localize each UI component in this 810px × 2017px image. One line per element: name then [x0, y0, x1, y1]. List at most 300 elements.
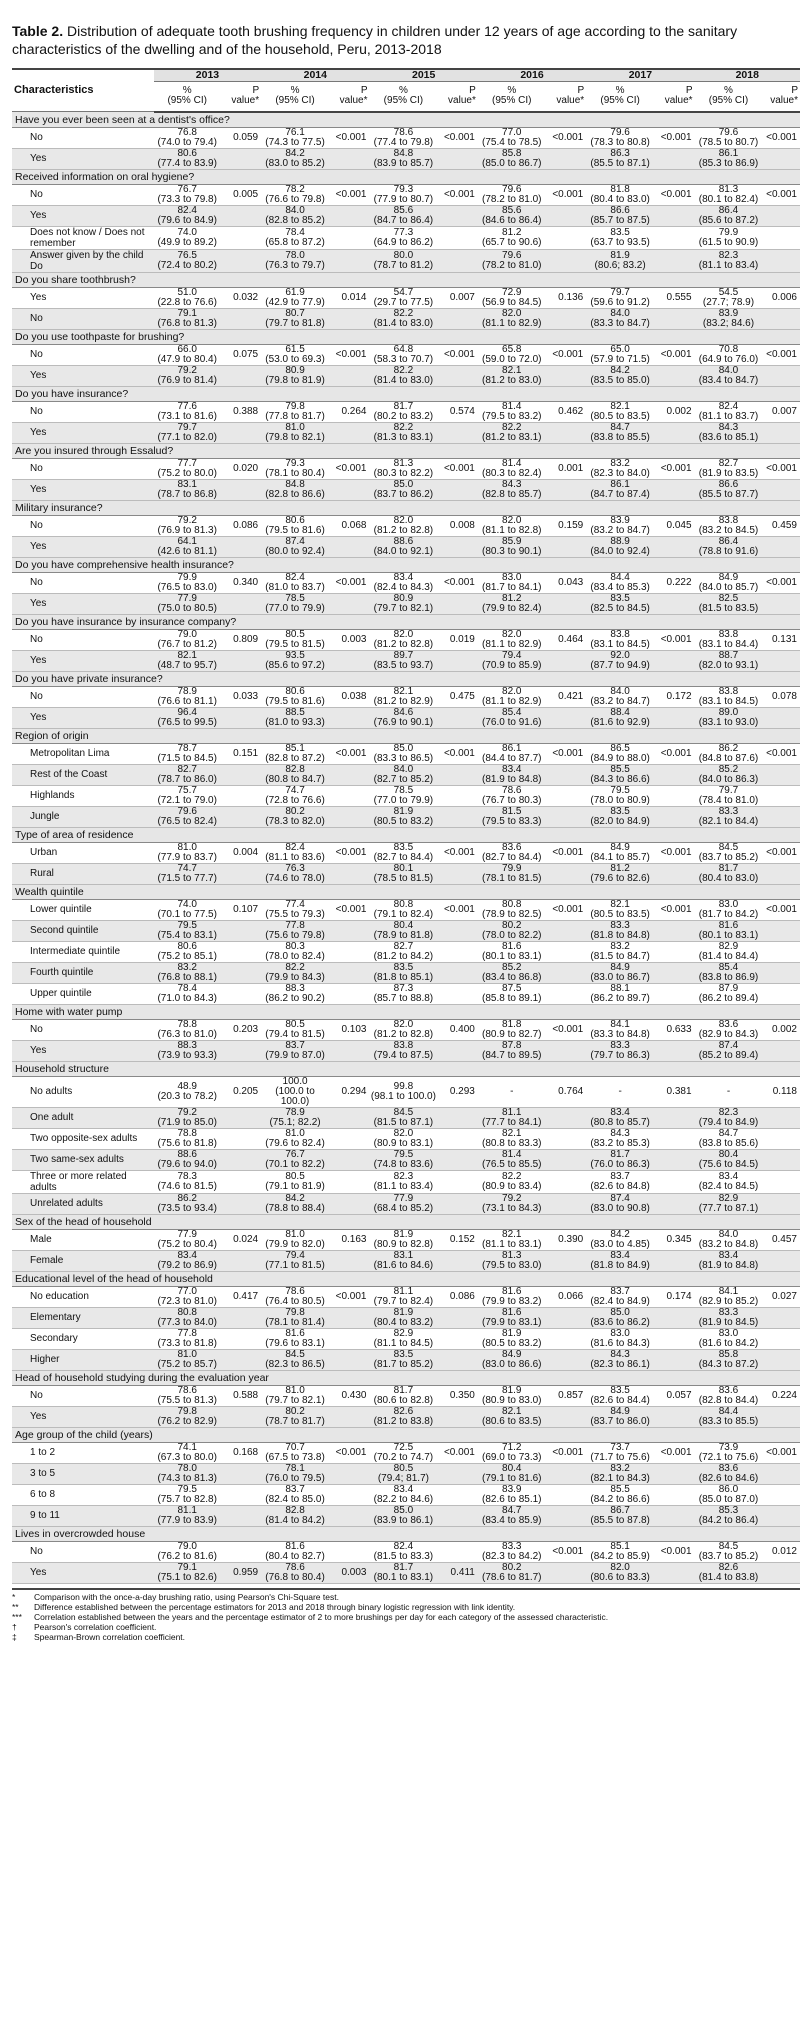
pvalue-cell: <0.001 [546, 127, 587, 148]
percent-value: 78.3 [177, 1170, 197, 1182]
percent-value: 79.5 [177, 1483, 197, 1495]
estimate-cell [369, 899, 437, 920]
group-caption: Do you have private insurance? [12, 671, 800, 686]
ci-value: (83.0 to 4.85) [590, 1238, 650, 1250]
pvalue-cell: <0.001 [654, 184, 695, 205]
percent-value: 80.4 [393, 919, 414, 931]
row-label: Urban [12, 842, 154, 863]
pvalue-cell: 0.400 [437, 1019, 478, 1040]
estimate-cell [154, 941, 221, 962]
estimate-cell [586, 422, 654, 443]
pvalue-cell [546, 1170, 587, 1193]
footnote [12, 1602, 800, 1612]
ci-value: (83.7 to 86.2) [373, 488, 434, 500]
percent-value: 85.8 [502, 147, 522, 159]
pvalue-cell [437, 1250, 478, 1271]
pvalue-cell: 0.168 [221, 1442, 262, 1463]
table-row [12, 572, 800, 593]
table-body [12, 112, 800, 1584]
pvalue-cell: 0.857 [546, 1385, 587, 1406]
ci-value: (85.8 to 89.1) [482, 992, 542, 1004]
percent-value: 84.0 [610, 307, 630, 319]
ci-value: (81.1 to 82.9) [482, 695, 542, 707]
estimate-cell [369, 764, 437, 785]
percent-value: 54.7 [393, 286, 414, 298]
percent-value: 83.5 [393, 961, 414, 973]
table-row [12, 1463, 800, 1484]
ci-value: (81.3 to 83.1) [373, 431, 434, 443]
pvalue-cell: <0.001 [546, 1442, 587, 1463]
ci-value: (73.3 to 81.8) [157, 1337, 217, 1349]
table-row [12, 148, 800, 169]
pvalue-cell [221, 308, 262, 329]
ci-value: (73.3 to 79.8) [157, 193, 217, 205]
ci-value: (76.4 to 80.5) [265, 1295, 325, 1307]
ci-value: (82.4 to 84.5) [698, 1180, 759, 1192]
percent-value: 65.8 [502, 343, 522, 355]
estimate-cell [154, 572, 221, 593]
percent-value: 81.8 [610, 183, 630, 195]
percent-value: 85.8 [718, 1348, 739, 1360]
percent-value: 83.9 [502, 1483, 522, 1495]
percent-value: 78.6 [393, 126, 414, 138]
ci-value: (76.6 to 81.1) [157, 695, 217, 707]
pvalue-cell [221, 983, 262, 1004]
table-row [12, 629, 800, 650]
estimate-cell [154, 629, 221, 650]
estimate-cell [261, 842, 329, 863]
pvalue-cell [762, 650, 800, 671]
estimate-cell [586, 536, 654, 557]
pvalue-cell [437, 941, 478, 962]
estimate-cell [261, 920, 329, 941]
pvalue-cell [546, 920, 587, 941]
estimate-cell [478, 148, 546, 169]
percent-value: 79.0 [177, 1540, 197, 1552]
group-caption: Do you have insurance? [12, 386, 800, 401]
pvalue-cell [762, 962, 800, 983]
percent-value: 81.9 [502, 1327, 522, 1339]
percent-label: % [398, 85, 408, 97]
pvalue-cell: 0.959 [221, 1562, 262, 1583]
pvalue-cell: <0.001 [762, 842, 800, 863]
pvalue-cell: 0.078 [762, 686, 800, 707]
percent-value: 88.5 [285, 706, 305, 718]
pvalue-cell [654, 1505, 695, 1526]
estimate-cell [478, 1442, 546, 1463]
percent-value: 78.7 [177, 742, 197, 754]
estimate-cell [695, 842, 763, 863]
ci-value: (80.4 to 83.2) [373, 1316, 434, 1328]
estimate-cell [369, 1562, 437, 1583]
estimate-cell [586, 308, 654, 329]
ci-value: (81.4 to 83.0) [373, 317, 434, 329]
percent-value: 83.5 [610, 226, 630, 238]
ci-value: (78.0 to 80.9) [590, 794, 650, 806]
percent-value: 92.0 [610, 649, 630, 661]
estimate-cell [261, 1229, 329, 1250]
estimate-cell [261, 205, 329, 226]
ci-value: (77.4 to 83.9) [157, 157, 217, 169]
ci-value: (84.0 to 86.3) [698, 773, 759, 785]
ci-value: (80.6; 83.2) [594, 259, 646, 271]
percent-value: 83.8 [393, 1039, 414, 1051]
estimate-cell [261, 1019, 329, 1040]
group-caption: Do you use toothpaste for brushing? [12, 329, 800, 344]
ci-value: (80.3 to 90.1) [482, 545, 542, 557]
ci-value: (83.1 to 93.0) [698, 716, 759, 728]
pvalue-cell [437, 1349, 478, 1370]
ci-value: (77.3 to 84.0) [157, 1316, 217, 1328]
row-label: Yes [12, 1562, 154, 1583]
table-row [12, 983, 800, 1004]
ci-value: (76.8 to 81.3) [157, 317, 217, 329]
pvalue-cell [437, 1107, 478, 1128]
estimate-cell [261, 1406, 329, 1427]
row-label: Rest of the Coast [12, 764, 154, 785]
percent-value: 86.2 [718, 742, 739, 754]
percent-value: 85.4 [718, 961, 739, 973]
row-label: No [12, 344, 154, 365]
pvalue-cell [221, 1541, 262, 1562]
percent-value: 79.5 [610, 784, 630, 796]
year-header: 2013 [154, 69, 261, 82]
estimate-cell [586, 863, 654, 884]
pvalue-cell: 0.008 [437, 515, 478, 536]
percent-value: 79.0 [177, 628, 197, 640]
estimate-cell [261, 515, 329, 536]
percent-value: 84.6 [393, 706, 414, 718]
ci-value: (83.1 to 84.5) [590, 638, 650, 650]
table-row [12, 920, 800, 941]
row-label: Two opposite-sex adults [12, 1128, 154, 1149]
percent-value: 81.0 [285, 421, 305, 433]
percent-value: 80.5 [285, 1170, 305, 1182]
ci-value: (79.6 to 94.0) [157, 1158, 217, 1170]
pvalue-cell: 0.163 [329, 1229, 370, 1250]
group-caption-row [12, 1370, 800, 1385]
estimate-cell [478, 515, 546, 536]
ci-value: (82.4 to 84.9) [590, 1295, 650, 1307]
estimate-cell [695, 764, 763, 785]
percent-value: 85.0 [393, 1504, 414, 1516]
percent-value: 82.2 [502, 421, 522, 433]
estimate-cell [369, 1286, 437, 1307]
estimate-cell [154, 515, 221, 536]
percent-value: 84.0 [718, 364, 739, 376]
percent-value: 79.1 [177, 307, 197, 319]
ci-value: (80.8 to 84.7) [265, 773, 325, 785]
estimate-cell [695, 184, 763, 205]
ci-value: (83.7 to 85.2) [698, 851, 759, 863]
ci-value: (81.6 to 84.3) [590, 1337, 650, 1349]
table-row [12, 785, 800, 806]
group-caption-row [12, 1427, 800, 1442]
ci-value: (80.8 to 85.7) [590, 1116, 650, 1128]
pvalue-cell [654, 205, 695, 226]
ci-label: (95% CI) [275, 95, 315, 107]
estimate-cell [478, 401, 546, 422]
ci-value: (76.2 to 82.9) [157, 1415, 217, 1427]
ci-value: (82.8 to 85.7) [482, 488, 542, 500]
ci-value: (79.7 to 82.1) [373, 602, 434, 614]
ci-value: (42.6 to 81.1) [157, 545, 217, 557]
ci-value: (76.2 to 81.6) [157, 1550, 217, 1562]
percent-value: 81.1 [393, 1285, 414, 1297]
footnote-text: Correlation established between the years and the percentage estimator of 2 to more brushings per day for each category of the assessed characteristic. [34, 1611, 609, 1622]
ci-value: (74.3 to 81.3) [157, 1472, 217, 1484]
estimate-cell [478, 205, 546, 226]
group-caption: Home with water pump [12, 1004, 800, 1019]
pvalue-cell [221, 707, 262, 728]
pvalue-cell: 0.003 [329, 629, 370, 650]
pvalue-cell [654, 148, 695, 169]
pvalue-cell: 0.151 [221, 743, 262, 764]
ci-value: (79.5 to 83.0) [482, 1259, 542, 1271]
pvalue-cell: <0.001 [329, 184, 370, 205]
group-caption-row [12, 386, 800, 401]
pvalue-cell [437, 1328, 478, 1349]
percent-value: 88.1 [610, 982, 630, 994]
pvalue-cell: 0.462 [546, 401, 587, 422]
ci-value: (85.5 to 87.1) [590, 157, 650, 169]
pvalue-cell [762, 148, 800, 169]
ci-value: (80.5 to 83.2) [373, 815, 434, 827]
ci-value: (76.7 to 80.3) [482, 794, 542, 806]
pvalue-cell: 0.019 [437, 629, 478, 650]
ci-value: (70.2 to 74.7) [373, 1451, 434, 1463]
pvalue-cell: 0.086 [221, 515, 262, 536]
pvalue-cell [437, 1040, 478, 1061]
group-caption-row [12, 443, 800, 458]
pvalue-cell [221, 1463, 262, 1484]
estimate-cell [586, 401, 654, 422]
percent-value: 81.6 [502, 940, 522, 952]
table-row [12, 593, 800, 614]
estimate-cell [695, 249, 763, 272]
ci-value: (47.9 to 80.4) [157, 353, 217, 365]
table-row [12, 1307, 800, 1328]
ci-value: (72.3 to 81.0) [157, 1295, 217, 1307]
estimate-cell [478, 1076, 546, 1107]
estimate-cell [154, 1040, 221, 1061]
ci-value: (83.5 to 85.0) [590, 374, 650, 386]
percent-value: 81.7 [393, 1384, 414, 1396]
estimate-cell [586, 1193, 654, 1214]
percent-value: 72.9 [502, 286, 522, 298]
ci-value: (83.2 to 84.7) [590, 524, 650, 536]
percent-value: 82.4 [177, 204, 197, 216]
estimate-cell [369, 1442, 437, 1463]
ci-value: (83.3 to 85.5) [698, 1415, 759, 1427]
pvalue-cell [654, 226, 695, 249]
pvalue-cell: 0.038 [329, 686, 370, 707]
pvalue-cell [654, 1328, 695, 1349]
estimate-cell [154, 249, 221, 272]
pvalue-cell [654, 707, 695, 728]
ci-value: (81.1 to 82.9) [482, 317, 542, 329]
ci-value: (59.0 to 72.0) [482, 353, 542, 365]
table-row [12, 287, 800, 308]
percent-value: 83.8 [718, 685, 739, 697]
estimate-cell [695, 1149, 763, 1170]
percent-value: 83.4 [502, 763, 522, 775]
pvalue-cell: 0.411 [437, 1562, 478, 1583]
estimate-cell [369, 1019, 437, 1040]
estimate-cell [586, 515, 654, 536]
ci-value: (83.0 to 90.8) [590, 1202, 650, 1214]
ci-value: (53.0 to 69.3) [265, 353, 325, 365]
ci-value: (79.9 to 82.0) [265, 1238, 325, 1250]
percent-value: 79.2 [502, 1192, 522, 1204]
percent-value: 85.1 [285, 742, 305, 754]
table-row [12, 764, 800, 785]
pvalue-cell: 0.007 [762, 401, 800, 422]
pvalue-cell: 0.107 [221, 899, 262, 920]
pvalue-cell [654, 365, 695, 386]
table-row [12, 226, 800, 249]
estimate-cell [695, 1562, 763, 1583]
ci-value: (83.6 to 86.2) [590, 1316, 650, 1328]
ci-value: (82.6 to 84.4) [590, 1394, 650, 1406]
percent-value: - [510, 1085, 514, 1097]
pvalue-cell: 0.045 [654, 515, 695, 536]
ci-value: (77.7 to 87.1) [698, 1202, 759, 1214]
percent-value: 80.2 [285, 805, 305, 817]
estimate-cell [586, 1406, 654, 1427]
pvalue-label: value* [556, 95, 585, 107]
estimate-cell [154, 226, 221, 249]
pvalue-cell [221, 962, 262, 983]
pvalue-cell [546, 1562, 587, 1583]
estimate-cell [261, 707, 329, 728]
ci-value: (76.0 to 86.3) [590, 1158, 650, 1170]
pvalue-cell [329, 707, 370, 728]
percent-value: 79.6 [718, 126, 739, 138]
ci-label: (95% CI) [492, 95, 532, 107]
percent-value: 80.8 [177, 1306, 197, 1318]
group-caption: Received information on oral hygiene? [12, 169, 800, 184]
footnote [12, 1612, 800, 1622]
estimate-cell [369, 1541, 437, 1562]
percent-value: 79.3 [393, 183, 414, 195]
pvalue-header [654, 82, 695, 112]
percent-value: 87.4 [718, 1039, 739, 1051]
percent-value: 84.2 [285, 1192, 305, 1204]
table-row [12, 249, 800, 272]
estimate-cell [695, 226, 763, 249]
estimate-header [695, 82, 763, 112]
pvalue-cell [437, 785, 478, 806]
percent-value: 81.9 [393, 1306, 414, 1318]
pvalue-cell: <0.001 [546, 743, 587, 764]
table-row [12, 458, 800, 479]
pvalue-cell: <0.001 [437, 842, 478, 863]
estimate-cell [154, 184, 221, 205]
ci-value: (81.1 to 82.9) [482, 638, 542, 650]
estimate-cell [695, 1229, 763, 1250]
percent-value: 77.6 [177, 400, 197, 412]
estimate-cell [478, 365, 546, 386]
ci-value: (83.2 to 84.5) [698, 524, 759, 536]
footnotes [12, 1588, 800, 1642]
pvalue-cell: 0.764 [546, 1076, 587, 1107]
group-caption: Lives in overcrowded house [12, 1526, 800, 1541]
estimate-cell [369, 1406, 437, 1427]
ci-value: (82.4 to 84.3) [373, 581, 434, 593]
pvalue-cell [221, 863, 262, 884]
pvalue-cell [221, 1406, 262, 1427]
percent-value: 84.9 [718, 571, 739, 583]
estimate-cell [369, 863, 437, 884]
estimate-cell [369, 785, 437, 806]
group-caption-row [12, 1214, 800, 1229]
ci-value: (84.0 to 85.7) [698, 581, 759, 593]
percent-value: 88.3 [285, 982, 305, 994]
ci-value: (80.3 to 82.2) [373, 467, 434, 479]
percent-value: 84.2 [285, 147, 305, 159]
percent-value: 83.1 [177, 478, 197, 490]
pvalue-cell [221, 1128, 262, 1149]
estimate-cell [154, 1170, 221, 1193]
row-label: No [12, 1019, 154, 1040]
ci-value: (81.2 to 82.8) [373, 638, 434, 650]
year-header: 2014 [261, 69, 369, 82]
estimate-cell [154, 205, 221, 226]
pvalue-cell: 0.588 [221, 1385, 262, 1406]
pvalue-cell [762, 1149, 800, 1170]
percent-value: 88.4 [610, 706, 630, 718]
pvalue-cell: <0.001 [546, 842, 587, 863]
group-caption: Age group of the child (years) [12, 1427, 800, 1442]
ci-value: (82.8 to 87.2) [265, 752, 325, 764]
pvalue-cell: 0.043 [546, 572, 587, 593]
ci-value: (48.7 to 95.7) [157, 659, 217, 671]
ci-value: (83.9 to 86.1) [373, 1514, 434, 1526]
percent-value: 81.6 [285, 1540, 305, 1552]
ci-value: (71.5 to 84.5) [157, 752, 217, 764]
estimate-cell [478, 1229, 546, 1250]
percent-value: 77.4 [285, 898, 305, 910]
pvalue-cell [329, 1149, 370, 1170]
pvalue-cell: <0.001 [437, 127, 478, 148]
ci-value: (78.3 to 80.8) [590, 136, 650, 148]
ci-value: (77.7 to 84.1) [482, 1116, 542, 1128]
percent-value: 61.5 [285, 343, 305, 355]
group-caption-row [12, 1526, 800, 1541]
ci-value: (79.7 to 86.3) [590, 1049, 650, 1061]
pvalue-cell: 0.004 [221, 842, 262, 863]
pvalue-cell [762, 1107, 800, 1128]
estimate-cell [695, 1076, 763, 1107]
estimate-cell [154, 686, 221, 707]
estimate-cell [695, 1463, 763, 1484]
estimate-cell [695, 962, 763, 983]
group-caption-row [12, 1271, 800, 1286]
percent-value: 79.2 [177, 514, 197, 526]
percent-value: 83.6 [718, 1462, 739, 1474]
pvalue-cell: 0.809 [221, 629, 262, 650]
pvalue-label: value* [770, 95, 798, 107]
ci-value: (65.8 to 87.2) [265, 236, 325, 248]
estimate-cell [586, 1505, 654, 1526]
ci-value: (84.2 to 86.4) [698, 1514, 759, 1526]
estimate-cell [261, 127, 329, 148]
percent-value: 86.1 [610, 478, 630, 490]
pvalue-cell [221, 650, 262, 671]
estimate-cell [261, 1149, 329, 1170]
percent-value: 81.4 [502, 457, 522, 469]
